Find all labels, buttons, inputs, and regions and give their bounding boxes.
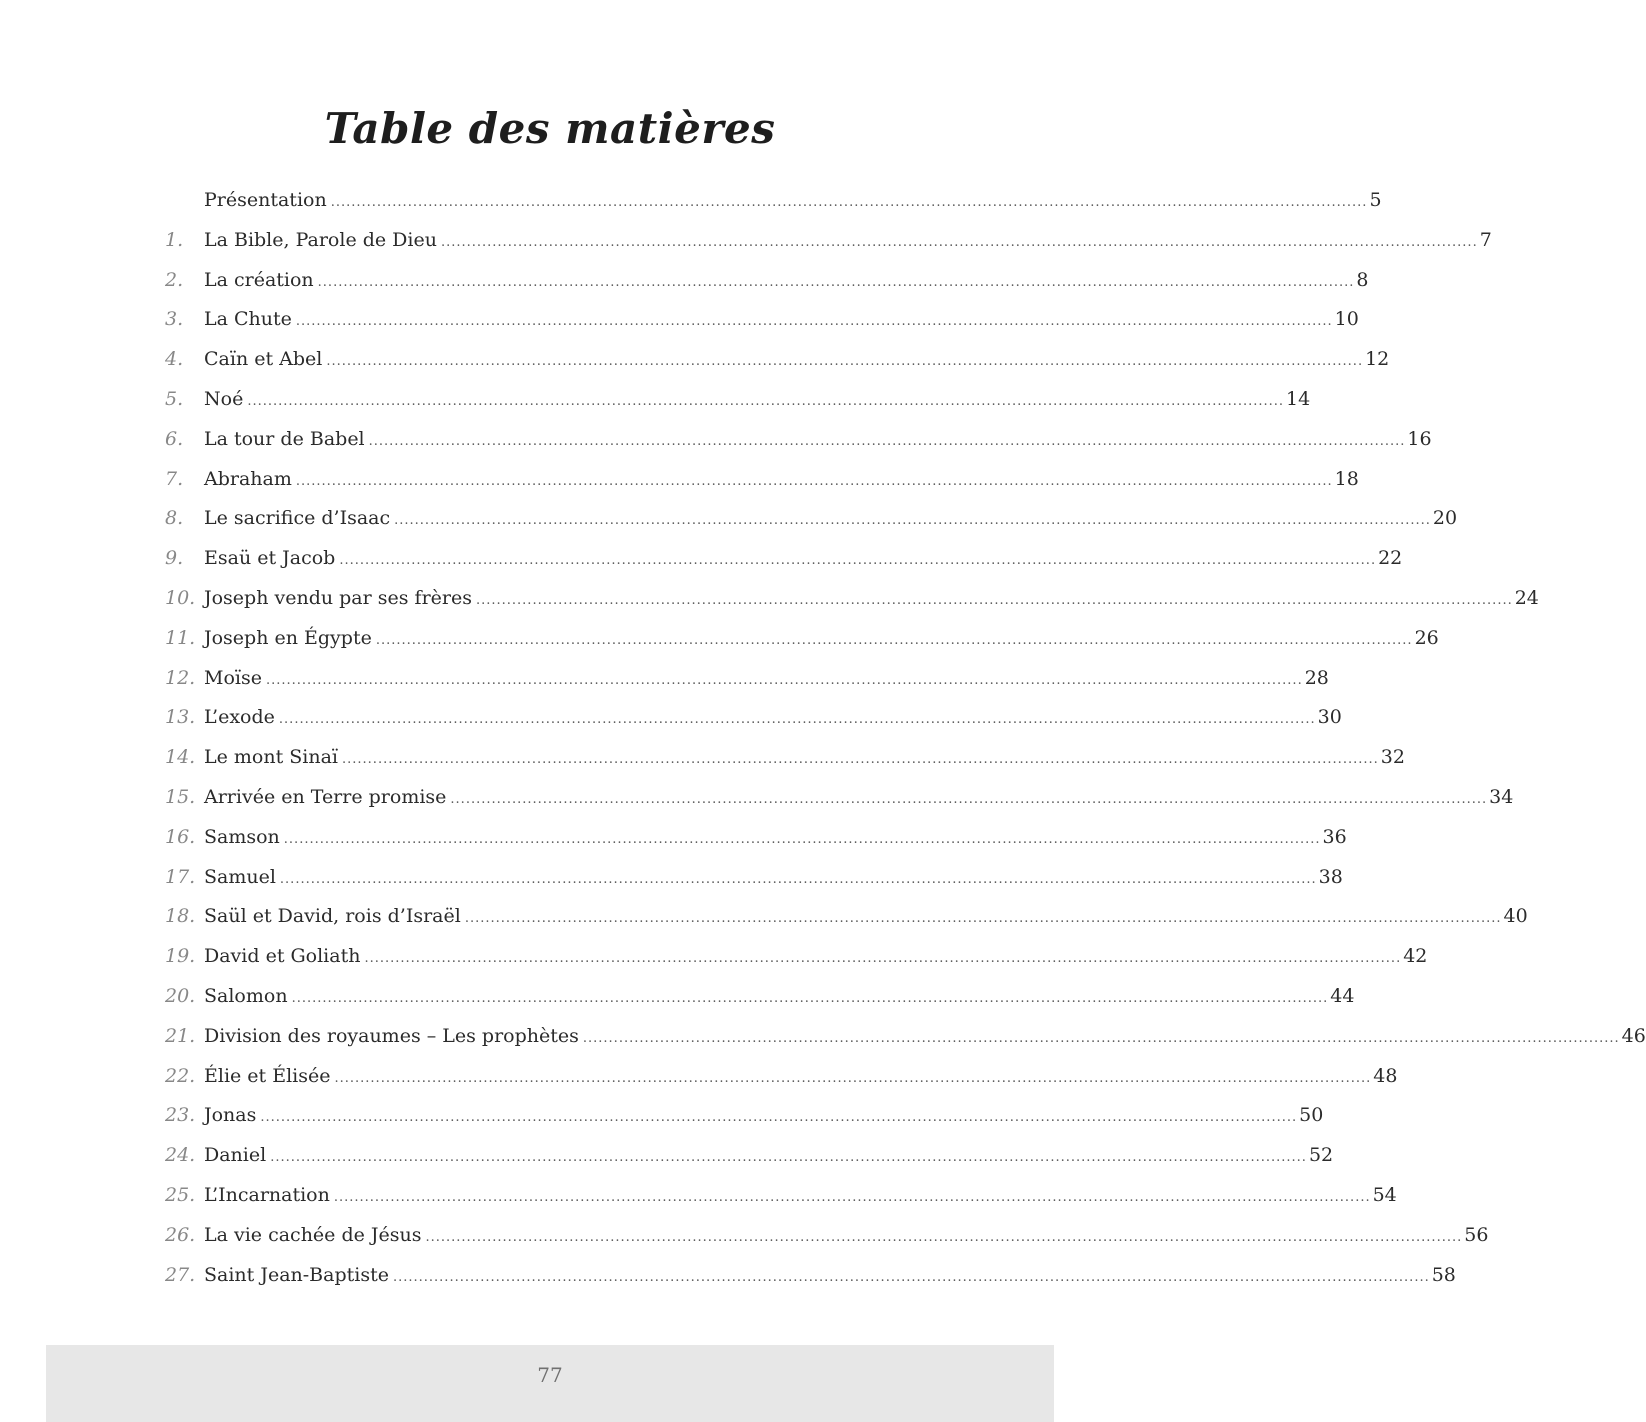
toc-entry-page: 54: [1372, 1183, 1397, 1206]
toc-entry-number: 23.: [165, 1104, 196, 1127]
toc-entry-title: Arrivée en Terre promise: [204, 785, 447, 808]
toc-entry-title: David et Goliath: [204, 945, 361, 968]
toc-dot-leader: ..........................................................................................................................................................................................................: [279, 871, 1317, 887]
toc-entry-title: Présentation: [204, 189, 327, 211]
toc-entry[interactable]: [165, 499, 1458, 539]
toc-entry-title: La vie cachée de Jésus: [204, 1223, 422, 1246]
toc-dot-leader: ..........................................................................................................................................................................................................: [334, 1070, 1372, 1086]
toc-dot-leader: ..........................................................................................................................................................................................................: [295, 473, 1333, 489]
toc-entry-page: 22: [1378, 547, 1403, 570]
toc-entry[interactable]: [165, 1017, 1646, 1057]
toc-entry[interactable]: [165, 778, 1514, 818]
toc-entry-number: 17.: [165, 865, 196, 888]
toc-entry[interactable]: [165, 579, 1539, 619]
toc-dot-leader: ..........................................................................................................................................................................................................: [265, 672, 1303, 688]
toc-entry[interactable]: [165, 181, 1382, 221]
toc-dot-leader: ..........................................................................................................................................................................................................: [425, 1229, 1463, 1245]
toc-dot-leader: ..........................................................................................................................................................................................................: [475, 592, 1513, 608]
toc-entry-number: 2.: [165, 268, 184, 291]
toc-entry-number: 24.: [165, 1144, 196, 1167]
toc-entry[interactable]: [165, 1256, 1456, 1296]
toc-entry-number: 9.: [165, 547, 184, 570]
toc-dot-leader: ..........................................................................................................................................................................................................: [394, 513, 1431, 529]
toc-entry-page: 38: [1318, 865, 1343, 888]
toc-entry-title: La création: [204, 268, 314, 291]
toc-entry-title: La tour de Babel: [204, 427, 365, 450]
toc-entry-page: 34: [1489, 785, 1514, 808]
toc-entry-page: 48: [1373, 1064, 1398, 1087]
toc-dot-leader: ..........................................................................................................................................................................................................: [368, 433, 1406, 449]
toc-entry-page: 7: [1479, 228, 1492, 251]
toc-dot-leader: ..........................................................................................................................................................................................................: [464, 911, 1502, 927]
toc-entry-number: 21.: [165, 1024, 196, 1047]
toc-entry-title: Daniel: [204, 1144, 267, 1167]
toc-dot-leader: ..........................................................................................................................................................................................................: [330, 195, 1368, 210]
toc-entry-page: 58: [1431, 1263, 1456, 1286]
toc-entry-title: Jonas: [204, 1104, 257, 1127]
toc-entry-title: Élie et Élisée: [204, 1064, 331, 1087]
toc-entry-page: 8: [1356, 268, 1369, 291]
toc-entry-page: 16: [1407, 427, 1432, 450]
toc-entry-page: 32: [1380, 746, 1405, 769]
toc-entry-page: 36: [1322, 825, 1347, 848]
page-footer: [46, 1345, 1054, 1422]
toc-entry-number: 4.: [165, 348, 184, 371]
toc-entry[interactable]: [165, 300, 1359, 340]
toc-entry-title: Noé: [204, 387, 244, 410]
toc-dot-leader: ..........................................................................................................................................................................................................: [392, 1269, 1430, 1285]
toc-entry-number: 18.: [165, 905, 196, 928]
toc-entry-page: 44: [1330, 984, 1355, 1007]
toc-entry-page: 40: [1503, 905, 1528, 928]
toc-entry-title: Moïse: [204, 666, 262, 689]
toc-entry[interactable]: [165, 977, 1355, 1017]
toc-entry-page: 10: [1334, 308, 1359, 331]
toc-entry[interactable]: [165, 937, 1428, 977]
toc-entry-number: 26.: [165, 1223, 196, 1246]
toc-entry[interactable]: [165, 380, 1311, 420]
page-title: Table des matières: [324, 104, 776, 154]
page-number: 77: [537, 1363, 563, 1387]
toc-entry-page: 14: [1286, 387, 1311, 410]
toc-entry-number: 13.: [165, 706, 196, 729]
toc-entry[interactable]: [165, 1216, 1489, 1256]
toc-dot-leader: ..........................................................................................................................................................................................................: [260, 1110, 1298, 1126]
toc-entry-number: 6.: [165, 427, 184, 450]
toc-entry-page: 5: [1369, 189, 1382, 211]
toc-entry-number: 27.: [165, 1263, 196, 1286]
toc-entry-page: 46: [1621, 1024, 1646, 1047]
toc-entry-page: 24: [1514, 586, 1539, 609]
toc-entry-number: 22.: [165, 1064, 196, 1087]
toc-entry-title: Esaü et Jacob: [204, 547, 336, 570]
toc-dot-leader: ..........................................................................................................................................................................................................: [317, 274, 1355, 290]
toc-dot-leader: ..........................................................................................................................................................................................................: [283, 831, 1321, 847]
toc-entry-page: 42: [1403, 945, 1428, 968]
toc-entry-number: 1.: [165, 228, 184, 251]
toc-entry-title: Le mont Sinaï: [204, 746, 339, 769]
toc-entry[interactable]: [165, 221, 1492, 261]
toc-dot-leader: ..........................................................................................................................................................................................................: [582, 1030, 1620, 1046]
toc-dot-leader: ..........................................................................................................................................................................................................: [326, 354, 1364, 370]
toc-entry[interactable]: [165, 659, 1329, 699]
toc-entry-title: Caïn et Abel: [204, 348, 323, 371]
toc-dot-leader: ..........................................................................................................................................................................................................: [333, 1189, 1371, 1205]
toc-entry[interactable]: [165, 1096, 1324, 1136]
toc-entry-title: Division des royaumes – Les prophètes: [204, 1024, 579, 1047]
toc-entry-title: Joseph en Égypte: [204, 626, 372, 649]
toc-entry-page: 56: [1464, 1223, 1489, 1246]
toc-dot-leader: ..........................................................................................................................................................................................................: [278, 712, 1316, 728]
toc-entry[interactable]: [165, 1136, 1334, 1176]
toc-entry[interactable]: [165, 818, 1347, 858]
toc-entry-title: L’exode: [204, 706, 275, 729]
toc-entry[interactable]: [165, 619, 1439, 659]
toc-entry-number: 12.: [165, 666, 196, 689]
toc-entry-number: 19.: [165, 945, 196, 968]
toc-entry[interactable]: [165, 1057, 1398, 1097]
toc-dot-leader: ..........................................................................................................................................................................................................: [247, 393, 1285, 409]
toc-entry-number: 5.: [165, 387, 184, 410]
toc-entry[interactable]: [165, 539, 1403, 579]
toc-entry-title: La Bible, Parole de Dieu: [204, 228, 437, 251]
toc-entry-title: Joseph vendu par ses frères: [204, 586, 472, 609]
toc-entry-title: Samson: [204, 825, 280, 848]
toc-entry[interactable]: [165, 420, 1432, 460]
toc-entry-page: 30: [1317, 706, 1342, 729]
toc-entry-page: 18: [1334, 467, 1359, 490]
toc-entry-title: L’Incarnation: [204, 1183, 330, 1206]
toc-entry-number: 8.: [165, 507, 184, 530]
toc-entry-number: 25.: [165, 1183, 196, 1206]
toc-entry-page: 50: [1299, 1104, 1324, 1127]
toc-dot-leader: ..........................................................................................................................................................................................................: [364, 951, 1402, 967]
toc-entry-page: 52: [1308, 1144, 1334, 1167]
toc-entry[interactable]: [165, 858, 1343, 898]
toc-entry-title: Saül et David, rois d’Israël: [204, 905, 461, 928]
toc-entry-number: 20.: [165, 984, 196, 1007]
toc-entry-title: Le sacrifice d’Isaac: [204, 507, 391, 530]
toc-entry-number: 16.: [165, 825, 196, 848]
toc-dot-leader: ..........................................................................................................................................................................................................: [291, 990, 1329, 1006]
toc-entry-number: 3.: [165, 308, 184, 331]
toc-dot-leader: ..........................................................................................................................................................................................................: [339, 553, 1377, 569]
toc-entry[interactable]: [165, 897, 1528, 937]
toc-entry-number: 14.: [165, 746, 196, 769]
toc-entry-page: 20: [1432, 507, 1458, 530]
toc-entry-title: Samuel: [204, 865, 276, 888]
toc-entry-page: 28: [1304, 666, 1329, 689]
toc-entry-title: Abraham: [204, 467, 292, 490]
toc-dot-leader: ..........................................................................................................................................................................................................: [450, 791, 1488, 807]
table-of-contents: [165, 181, 1646, 1295]
toc-entry-number: 10.: [165, 586, 196, 609]
toc-entry[interactable]: [165, 261, 1369, 301]
toc-dot-leader: ..........................................................................................................................................................................................................: [342, 752, 1379, 768]
toc-entry-title: La Chute: [204, 308, 292, 331]
toc-entry-page: 26: [1414, 626, 1439, 649]
toc-dot-leader: ..........................................................................................................................................................................................................: [295, 314, 1333, 330]
toc-dot-leader: ..........................................................................................................................................................................................................: [440, 234, 1478, 250]
toc-entry[interactable]: [165, 698, 1342, 738]
toc-dot-leader: ..........................................................................................................................................................................................................: [375, 632, 1413, 648]
toc-entry-page: 12: [1365, 348, 1390, 371]
toc-dot-leader: ..........................................................................................................................................................................................................: [270, 1150, 1307, 1166]
toc-entry-number: 15.: [165, 785, 196, 808]
toc-entry[interactable]: [165, 340, 1390, 380]
toc-entry-title: Salomon: [204, 984, 288, 1007]
toc-entry[interactable]: [165, 1176, 1397, 1216]
toc-entry-number: 11.: [165, 626, 196, 649]
toc-entry-number: 7.: [165, 467, 184, 490]
toc-entry-title: Saint Jean-Baptiste: [204, 1263, 389, 1286]
toc-entry[interactable]: [165, 460, 1359, 500]
toc-entry[interactable]: [165, 738, 1405, 778]
